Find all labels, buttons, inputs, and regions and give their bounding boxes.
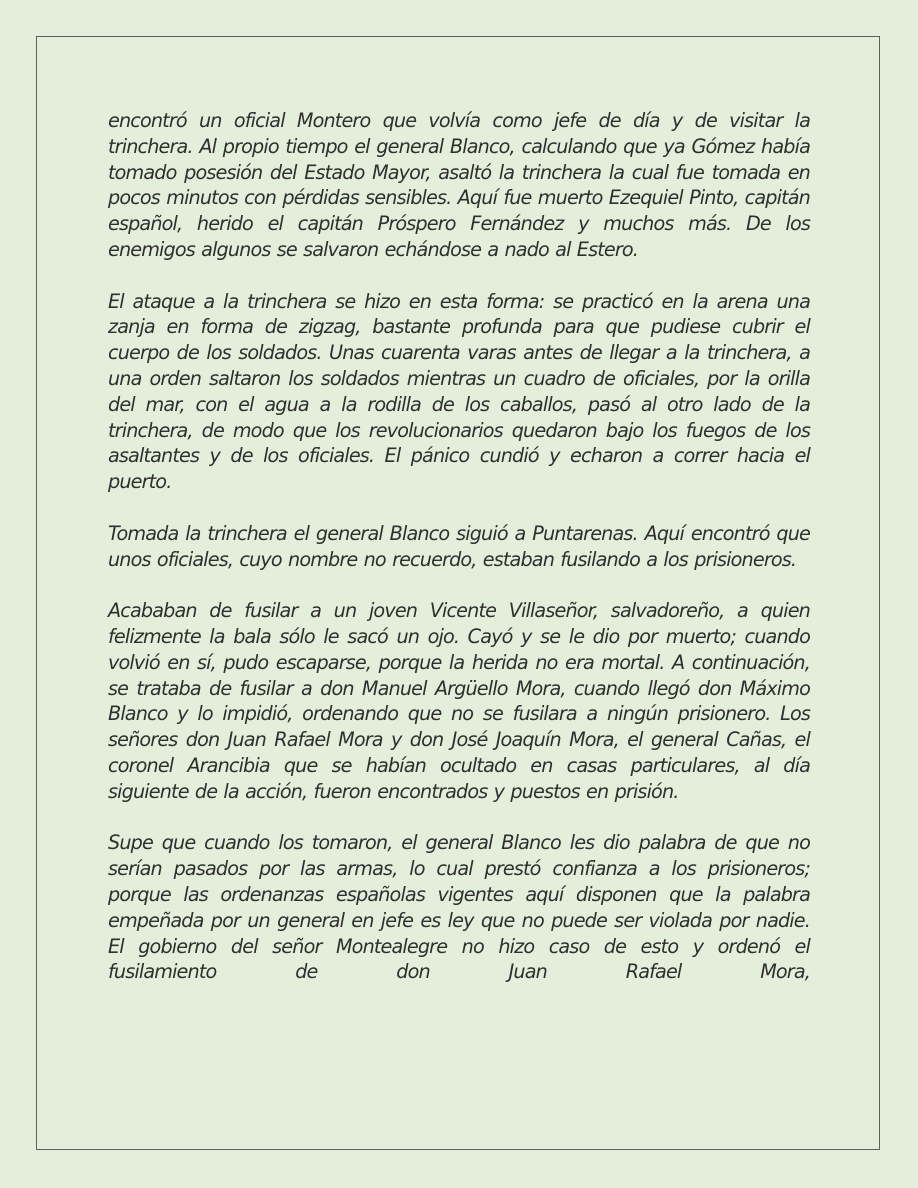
- paragraph-2: El ataque a la trinchera se hizo en esta forma: se practicó en la arena una zanja en forma de zigzag, bastante profunda para que pudiese cubrir el cuerpo de los soldados. Unas cuarenta varas antes de llegar a la trinchera, a una orden saltaron los soldados mientras un cuadro de oficiales, por la orilla del mar, con el agua a la rodilla de los caballos, pasó al otro lado de la trinchera, de modo que los revolucionarios quedaron bajo los fuegos de los asaltantes y de los oficiales. El pánico cundió y echaron a correr hacia el puerto.: [108, 289, 810, 494]
- document-body: [108, 108, 810, 985]
- paragraph-1: encontró un oficial Montero que volvía como jefe de día y de visitar la trinchera. Al propio tiempo el general Blanco, calculando que ya Gómez había tomado posesión del Estado Mayor, asaltó la trinchera la cual fue tomada en pocos minutos con pérdidas sensibles. Aquí fue muerto Ezequiel Pinto, capitán español, herido el capitán Próspero Fernández y muchos más. De los enemigos algunos se salvaron echándose a nado al Estero.: [108, 109, 810, 261]
- paragraph-5: Supe que cuando los tomaron, el general Blanco les dio palabra de que no serían pasados por las armas, lo cual prestó confianza a los prisioneros; porque las ordenanzas españolas vigentes aquí disponen que la palabra empeñada por un general en jefe es ley que no puede ser violada por nadie. El gobierno del señor Montealegre no hizo caso de esto y ordenó el fusilamiento de don Juan Rafael Mora,: [108, 831, 810, 984]
- paragraph-3: Tomada la trinchera el general Blanco siguió a Puntarenas. Aquí encontró que unos oficiales, cuyo nombre no recuerdo, estaban fusilando a los prisioneros.: [108, 521, 810, 571]
- paragraph-4: Acababan de fusilar a un joven Vicente Villaseñor, salvadoreño, a quien felizmente la bala sólo le sacó un ojo. Cayó y se le dio por muerto; cuando volvió en sí, pudo escaparse, porque la herida no era mortal. A continuación, se trataba de fusilar a don Manuel Argüello Mora, cuando llegó don Máximo Blanco y lo impidió, ordenando que no se fusilara a ningún prisionero. Los señores don Juan Rafael Mora y don José Joaquín Mora, el general Cañas, el coronel Arancibia que se habían ocultado en casas particulares, al día siguiente de la acción, fueron encontrados y puestos en prisión.: [108, 599, 810, 803]
